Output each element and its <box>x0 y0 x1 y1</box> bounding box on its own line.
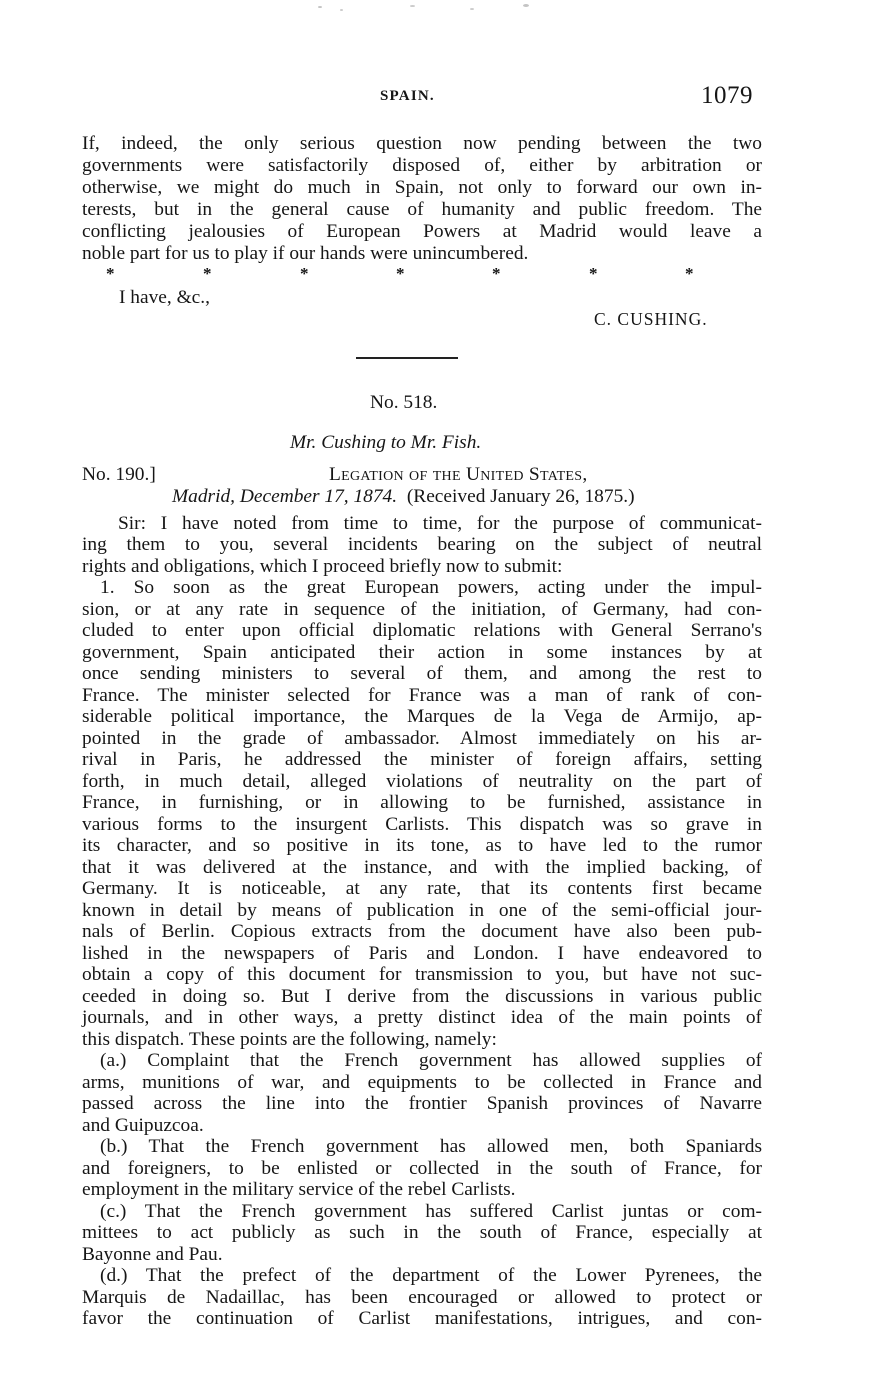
text-line: France, in furnishing, or in allowing to be furnished, assistance in <box>82 792 762 813</box>
text-line: journals, and in other ways, a pretty distinct idea of the main points of <box>82 1007 762 1028</box>
text-line: passed across the line into the frontier Spanish provinces of Navarre <box>82 1093 762 1114</box>
text-line: terests, but in the general cause of humanity and public freedom. The <box>82 199 762 220</box>
scan-speck <box>523 4 529 7</box>
text-line: Bayonne and Pau. <box>82 1244 223 1265</box>
star: * <box>589 264 598 283</box>
legation-heading: Legation of the United States, <box>329 464 588 485</box>
text-line: this dispatch. These points are the following, namely: <box>82 1029 497 1050</box>
text-line: that it was delivered at the instance, and with the implied backing, of <box>82 857 762 878</box>
dispatch-reference: No. 190.] <box>82 464 156 485</box>
text-line: otherwise, we might do much in Spain, not only to forward our own in- <box>82 177 762 198</box>
text-line: siderable political importance, the Marques de la Vega de Armijo, ap- <box>82 706 762 727</box>
star: * <box>203 264 212 283</box>
text-line: (b.) That the French government has allowed men, both Spaniards <box>100 1136 762 1157</box>
text-line: pointed in the grade of ambassador. Almost immediately on his ar- <box>82 728 762 749</box>
text-line: lished in the newspapers of Paris and London. I have endeavored to <box>82 943 762 964</box>
running-header: SPAIN. <box>380 88 435 104</box>
section-divider <box>356 357 458 359</box>
text-line: conflicting jealousies of European Powers at Madrid would leave a <box>82 221 762 242</box>
scan-speck <box>410 5 415 7</box>
text-line: arms, munitions of war, and equipments to be collected in France and <box>82 1072 762 1093</box>
place-date: Madrid, December 17, 1874. <box>172 486 398 507</box>
star: * <box>685 264 694 283</box>
text-line: Sir: I have noted from time to time, for the purpose of communicat- <box>118 513 762 534</box>
text-line: once sending ministers to several of them, and among the rest to <box>82 663 762 684</box>
star: * <box>492 264 501 283</box>
text-line: its character, and so positive in its tone, as to have led to the rumor <box>82 835 762 856</box>
scan-speck <box>470 8 474 10</box>
star: * <box>396 264 405 283</box>
text-line: known in detail by means of publication in one of the semi-official jour- <box>82 900 762 921</box>
document-title: Mr. Cushing to Mr. Fish. <box>290 432 482 453</box>
ellipsis-stars <box>0 264 869 284</box>
text-line: sion, or at any rate in sequence of the initiation, of Germany, had con- <box>82 599 762 620</box>
text-line: and Guipuzcoa. <box>82 1115 204 1136</box>
text-line: ceeded in doing so. But I derive from the discussions in various public <box>82 986 762 1007</box>
text-line: forth, in much detail, alleged violations of neutrality on the part of <box>82 771 762 792</box>
text-line: (a.) Complaint that the French government has allowed supplies of <box>100 1050 762 1071</box>
text-line: Germany. It is noticeable, at any rate, that its contents first became <box>82 878 762 899</box>
text-line: mittees to act publicly as such in the south of France, especially at <box>82 1222 762 1243</box>
received-note: (Received January 26, 1875.) <box>406 486 635 507</box>
text-line: governments were satisfactorily disposed of, either by arbitration or <box>82 155 762 176</box>
page-number: 1079 <box>701 82 753 109</box>
star: * <box>106 264 115 283</box>
text-line: rights and obligations, which I proceed briefly now to submit: <box>82 556 563 577</box>
text-line: government, Spain anticipated their action in some instances by at <box>82 642 762 663</box>
scan-speck <box>340 9 343 11</box>
text-line: obtain a copy of this document for transmission to you, but have not suc- <box>82 964 762 985</box>
closing-salutation: I have, &c., <box>119 287 210 308</box>
star: * <box>300 264 309 283</box>
text-line: various forms to the insurgent Carlists. This dispatch was so grave in <box>82 814 762 835</box>
text-line: ing them to you, several incidents bearing on the subject of neutral <box>82 534 762 555</box>
text-line: cluded to enter upon official diplomatic relations with General Serrano's <box>82 620 762 641</box>
text-line: employment in the military service of the rebel Carlists. <box>82 1179 516 1200</box>
signature: C. CUSHING. <box>594 309 708 329</box>
document-number: No. 518. <box>370 392 438 413</box>
text-line: and foreigners, to be enlisted or collected in the south of France, for <box>82 1158 762 1179</box>
text-line: 1. So soon as the great European powers, acting under the impul- <box>100 577 762 598</box>
text-line: If, indeed, the only serious question now pending between the two <box>82 133 762 154</box>
text-line: (d.) That the prefect of the department of the Lower Pyrenees, the <box>100 1265 762 1286</box>
text-line: (c.) That the French government has suffered Carlist juntas or com- <box>100 1201 762 1222</box>
text-line: noble part for us to play if our hands were unincumbered. <box>82 243 529 264</box>
text-line: favor the continuation of Carlist manifestations, intrigues, and con- <box>82 1308 762 1329</box>
dateline <box>172 486 635 508</box>
text-line: rival in Paris, he addressed the minister of foreign affairs, setting <box>82 749 762 770</box>
scan-speck <box>318 6 322 8</box>
text-line: Marquis de Nadaillac, has been encouraged or allowed to protect or <box>82 1287 762 1308</box>
text-line: France. The minister selected for France was a man of rank of con- <box>82 685 762 706</box>
text-line: nals of Berlin. Copious extracts from the document have also been pub- <box>82 921 762 942</box>
